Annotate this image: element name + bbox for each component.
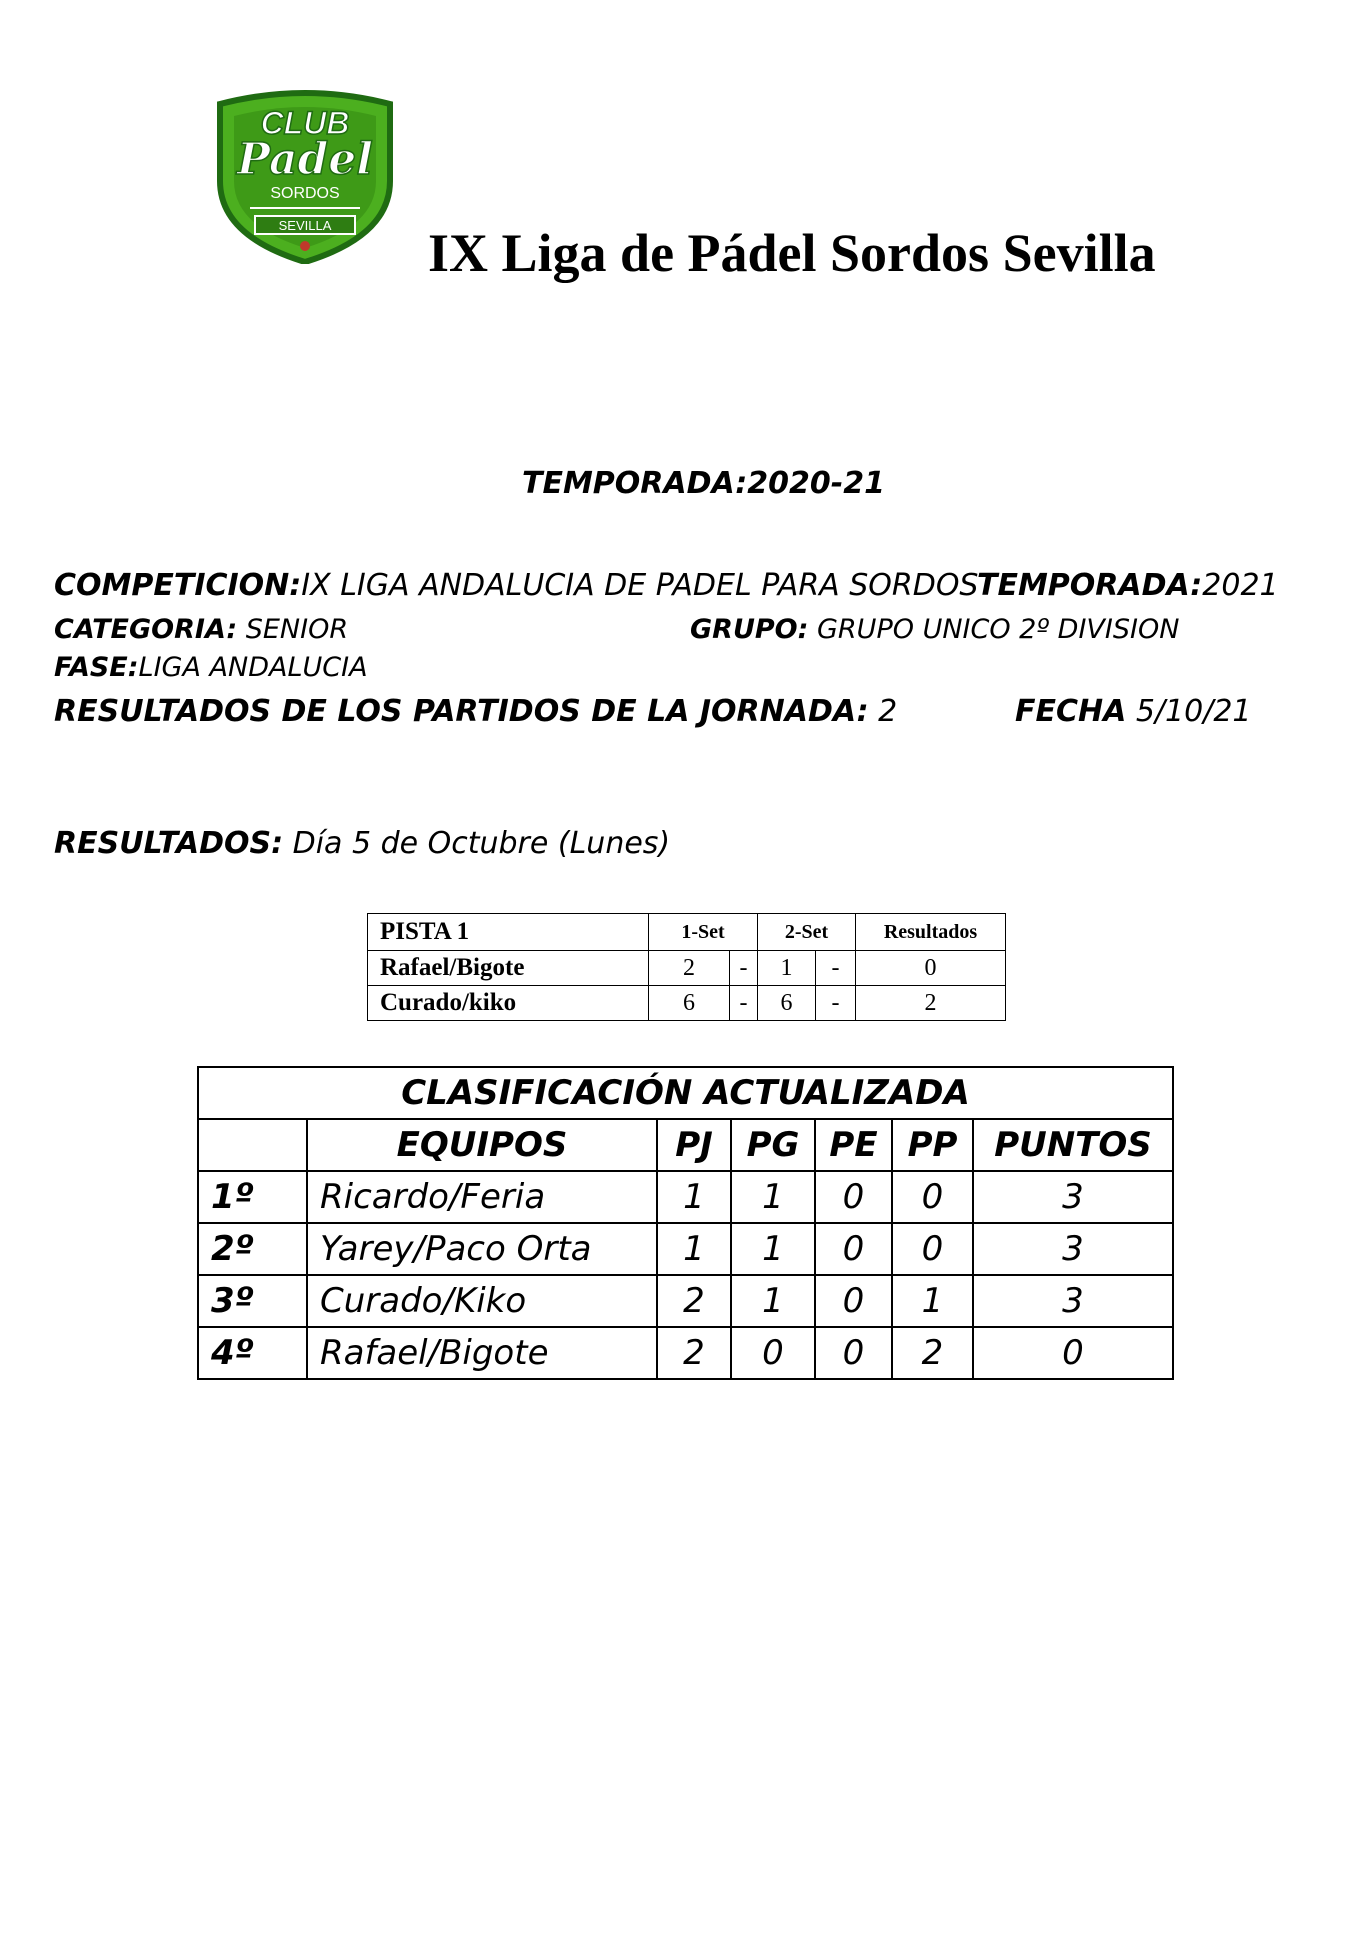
puntos-cell: 3	[973, 1275, 1173, 1327]
categoria-label: CATEGORIA:	[54, 614, 238, 645]
table-row	[198, 1327, 1173, 1379]
logo-sordos-text: SORDOS	[270, 185, 340, 202]
team-cell: Ricardo/Feria	[307, 1171, 657, 1223]
pista-sep: -	[816, 986, 856, 1021]
puntos-header: PUNTOS	[973, 1119, 1173, 1171]
puntos-cell: 0	[973, 1327, 1173, 1379]
pista-team: Rafael/Bigote	[368, 951, 649, 986]
fase-line	[54, 652, 368, 683]
pp-cell: 0	[892, 1171, 973, 1223]
team-cell: Rafael/Bigote	[307, 1327, 657, 1379]
temporada-value: 2021	[1202, 568, 1279, 603]
pista-row	[368, 951, 1006, 986]
pp-cell: 1	[892, 1275, 973, 1327]
logo-sevilla-text: SEVILLA	[278, 218, 332, 233]
jornada-line	[54, 694, 897, 729]
jornada-value: 2	[868, 694, 898, 729]
page-title: IX Liga de Pádel Sordos Sevilla	[428, 223, 1156, 283]
table-row	[198, 1223, 1173, 1275]
pg-cell: 1	[731, 1275, 815, 1327]
pista-set2: 6	[758, 986, 816, 1021]
pista-sep: -	[730, 951, 758, 986]
team-cell: Yarey/Paco Orta	[307, 1223, 657, 1275]
jornada-label: RESULTADOS DE LOS PARTIDOS DE LA JORNADA:	[54, 694, 869, 729]
pj-cell: 2	[657, 1275, 731, 1327]
grupo-value: GRUPO UNICO 2º DIVISION	[808, 614, 1180, 645]
categoria-line	[54, 614, 348, 645]
temporada-label: TEMPORADA:	[977, 568, 1203, 603]
logo-club-text: CLUB	[260, 105, 350, 141]
pista-team: Curado/kiko	[368, 986, 649, 1021]
pj-header: PJ	[657, 1119, 731, 1171]
pp-cell: 2	[892, 1327, 973, 1379]
grupo-label: GRUPO:	[690, 614, 809, 645]
pista-header-row	[368, 914, 1006, 951]
fecha-line	[1015, 694, 1252, 729]
team-cell: Curado/Kiko	[307, 1275, 657, 1327]
resultados-value: Día 5 de Octubre (Lunes)	[283, 826, 671, 861]
table-row	[198, 1171, 1173, 1223]
temporada-line	[977, 568, 1279, 603]
pp-header: PP	[892, 1119, 973, 1171]
clasificacion-table	[197, 1066, 1174, 1380]
pista-name-header: PISTA 1	[368, 914, 649, 951]
position-cell: 2º	[198, 1223, 307, 1275]
pe-cell: 0	[815, 1275, 892, 1327]
position-cell: 1º	[198, 1171, 307, 1223]
competicion-line	[54, 568, 978, 603]
fecha-label: FECHA	[1015, 694, 1127, 729]
clasificacion-title: CLASIFICACIÓN ACTUALIZADA	[198, 1067, 1173, 1119]
set2-header: 2-Set	[758, 914, 856, 951]
pista-set1: 6	[649, 986, 730, 1021]
fase-value: LIGA ANDALUCIA	[138, 652, 368, 683]
pista-sep: -	[816, 951, 856, 986]
pe-cell: 0	[815, 1327, 892, 1379]
puntos-cell: 3	[973, 1171, 1173, 1223]
competicion-label: COMPETICION:	[54, 568, 302, 603]
pj-cell: 2	[657, 1327, 731, 1379]
pista-row	[368, 986, 1006, 1021]
grupo-line	[690, 614, 1179, 645]
table-row	[198, 1275, 1173, 1327]
pista-results-table	[367, 913, 1006, 1021]
fecha-value: 5/10/21	[1126, 694, 1252, 729]
pista-sep: -	[730, 986, 758, 1021]
resultados-label: RESULTADOS:	[54, 826, 284, 861]
set1-header: 1-Set	[649, 914, 758, 951]
pista-set1: 2	[649, 951, 730, 986]
pe-cell: 0	[815, 1171, 892, 1223]
logo-padel-text: Padel	[237, 134, 373, 185]
pg-header: PG	[731, 1119, 815, 1171]
pj-cell: 1	[657, 1223, 731, 1275]
clasificacion-header-row	[198, 1119, 1173, 1171]
position-cell: 4º	[198, 1327, 307, 1379]
puntos-cell: 3	[973, 1223, 1173, 1275]
pe-cell: 0	[815, 1223, 892, 1275]
club-logo	[200, 86, 410, 264]
fase-label: FASE:	[54, 652, 139, 683]
pista-result: 0	[856, 951, 1006, 986]
competicion-value: IX LIGA ANDALUCIA DE PADEL PARA SORDOS	[301, 568, 979, 603]
categoria-value: SENIOR	[237, 614, 349, 645]
pe-header: PE	[815, 1119, 892, 1171]
resultados-header: Resultados	[856, 914, 1006, 951]
pj-cell: 1	[657, 1171, 731, 1223]
pista-set2: 1	[758, 951, 816, 986]
pg-cell: 1	[731, 1223, 815, 1275]
pg-cell: 1	[731, 1171, 815, 1223]
clasificacion-title-row	[198, 1067, 1173, 1119]
position-cell: 3º	[198, 1275, 307, 1327]
pista-result: 2	[856, 986, 1006, 1021]
pos-header	[198, 1119, 307, 1171]
pg-cell: 0	[731, 1327, 815, 1379]
temporada-heading: TEMPORADA:2020-21	[522, 466, 885, 501]
resultados-line	[54, 826, 670, 861]
pp-cell: 0	[892, 1223, 973, 1275]
equipos-header: EQUIPOS	[307, 1119, 657, 1171]
